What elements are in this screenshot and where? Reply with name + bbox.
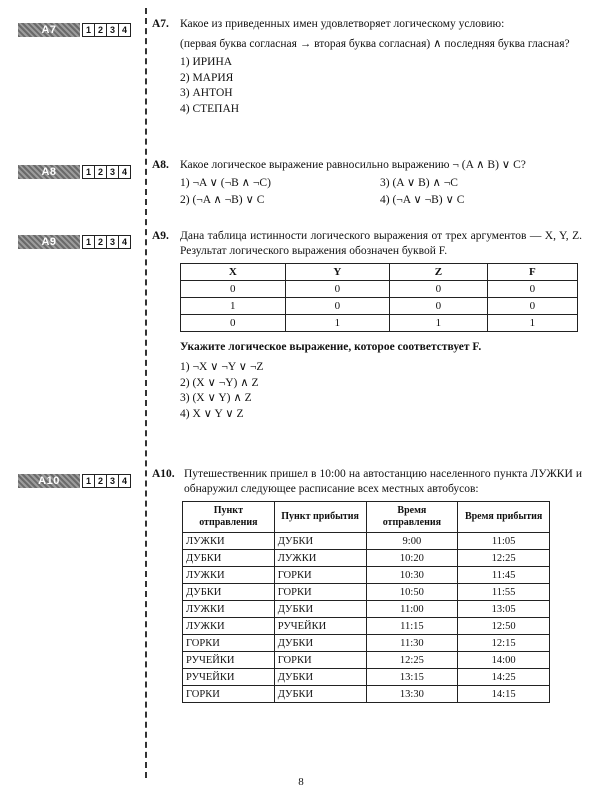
- cell: 9:00: [366, 533, 458, 550]
- cell: 11:45: [458, 567, 550, 584]
- options: [180, 176, 582, 208]
- cell: 11:15: [366, 618, 458, 635]
- answer-box-3[interactable]: 3: [106, 235, 119, 249]
- cell: 0: [390, 281, 487, 298]
- table-row: [183, 618, 550, 635]
- cell: ЛУЖКИ: [183, 618, 275, 635]
- option-1[interactable]: 1) ¬A ∨ (¬B ∧ ¬C): [180, 177, 271, 189]
- cell: РУЧЕЙКИ: [274, 618, 366, 635]
- question-number: A8.: [152, 159, 169, 171]
- answer-box-1[interactable]: 1: [82, 474, 95, 488]
- question-number: A7.: [152, 18, 169, 30]
- table-row: [183, 686, 550, 703]
- option-3[interactable]: 3) (X ∨ Y) ∧ Z: [180, 392, 252, 404]
- table-row: [183, 601, 550, 618]
- cell: 12:25: [366, 652, 458, 669]
- cell: 0: [487, 298, 577, 315]
- page-number: 8: [298, 776, 304, 788]
- table-header-row: [183, 502, 550, 533]
- options: [180, 360, 582, 422]
- question-a7: [152, 17, 582, 117]
- answer-box-2[interactable]: 2: [94, 23, 107, 37]
- question-number: A9.: [152, 230, 169, 242]
- question-stem: Путешественник пришел в 10:00 на автостанцию населенного пункта ЛУЖКИ и обнаружил следующее расписание всех местных автобусов:: [184, 468, 582, 495]
- cell: ГОРКИ: [183, 635, 275, 652]
- table-row: [183, 635, 550, 652]
- cell: 1: [285, 315, 390, 332]
- answer-box-1[interactable]: 1: [82, 23, 95, 37]
- table-row: [183, 567, 550, 584]
- question-stem: Дана таблица истинности логического выражения от трех аргументов — X, Y, Z. Результат логического выражения обозначен буквой F.: [180, 230, 582, 257]
- cell: ЛУЖКИ: [274, 550, 366, 567]
- cell: 10:20: [366, 550, 458, 567]
- cell: 0: [390, 298, 487, 315]
- question-number: A10.: [152, 468, 175, 480]
- cell: 0: [181, 281, 286, 298]
- question-tag: A10: [18, 474, 80, 488]
- question-tag: A9: [18, 235, 80, 249]
- table-header-row: [181, 264, 578, 281]
- question-a8: [152, 158, 582, 208]
- answer-boxes: [83, 474, 131, 488]
- cell: 11:00: [366, 601, 458, 618]
- cell: ДУБКИ: [274, 686, 366, 703]
- cell: ГОРКИ: [274, 584, 366, 601]
- question-tag: A8: [18, 165, 80, 179]
- badge-a8: [18, 164, 138, 180]
- header-departure-point: Пункт отправления: [183, 502, 275, 533]
- cell: 1: [390, 315, 487, 332]
- option-2[interactable]: 2) (X ∨ ¬Y) ∧ Z: [180, 376, 259, 389]
- table-row: [183, 669, 550, 686]
- question-tag: A7: [18, 23, 80, 37]
- table-row: [183, 550, 550, 567]
- option-1[interactable]: 1) ИРИНА: [180, 56, 233, 68]
- cell: 10:30: [366, 567, 458, 584]
- cell: 13:30: [366, 686, 458, 703]
- cell: 12:25: [458, 550, 550, 567]
- cut-line: [145, 8, 147, 778]
- badge-a7: [18, 22, 138, 38]
- answer-boxes: [83, 235, 131, 249]
- cell: ДУБКИ: [274, 533, 366, 550]
- cell: 14:25: [458, 669, 550, 686]
- cell: ДУБКИ: [183, 584, 275, 601]
- option-4[interactable]: 4) СТЕПАН: [180, 102, 240, 115]
- header-y: Y: [285, 264, 390, 281]
- cell: ЛУЖКИ: [183, 567, 275, 584]
- header-departure-time: Время отправления: [366, 502, 458, 533]
- answer-box-3[interactable]: 3: [106, 474, 119, 488]
- answer-boxes: [83, 23, 131, 37]
- cell: 0: [487, 281, 577, 298]
- question-a10: [152, 467, 582, 703]
- cell: 1: [487, 315, 577, 332]
- cell: 0: [181, 315, 286, 332]
- cell: ЛУЖКИ: [183, 533, 275, 550]
- answer-box-2[interactable]: 2: [94, 474, 107, 488]
- option-1[interactable]: 1) ¬X ∨ ¬Y ∨ ¬Z: [180, 361, 264, 373]
- question-prompt: Укажите логическое выражение, которое соответствует F.: [180, 341, 482, 353]
- answer-box-4[interactable]: 4: [118, 165, 131, 179]
- cell: 11:30: [366, 635, 458, 652]
- bus-schedule-table: [182, 501, 550, 703]
- table-row: [181, 281, 578, 298]
- cell: ДУБКИ: [274, 635, 366, 652]
- cell: 11:05: [458, 533, 550, 550]
- option-2[interactable]: 2) (¬A ∧ ¬B) ∨ C: [180, 194, 265, 206]
- cell: 12:50: [458, 618, 550, 635]
- option-3[interactable]: 3) АНТОН: [180, 87, 233, 99]
- cell: 14:00: [458, 652, 550, 669]
- cell: 1: [181, 298, 286, 315]
- answer-box-1[interactable]: 1: [82, 165, 95, 179]
- cell: ГОРКИ: [183, 686, 275, 703]
- cell: 14:15: [458, 686, 550, 703]
- answer-box-3[interactable]: 3: [106, 23, 119, 37]
- table-row: [181, 298, 578, 315]
- truth-table: [180, 263, 578, 332]
- header-f: F: [487, 264, 577, 281]
- header-z: Z: [390, 264, 487, 281]
- cell: ЛУЖКИ: [183, 601, 275, 618]
- answer-box-4[interactable]: 4: [118, 235, 131, 249]
- answer-box-3[interactable]: 3: [106, 165, 119, 179]
- question-stem: Какое логическое выражение равносильно выражению ¬ (A ∧ B) ∨ C?: [180, 159, 526, 171]
- header-x: X: [181, 264, 286, 281]
- option-3[interactable]: 3) (A ∨ B) ∧ ¬C: [380, 177, 458, 189]
- option-4[interactable]: 4) (¬A ∨ ¬B) ∨ C: [380, 194, 465, 206]
- cell: 0: [285, 281, 390, 298]
- cell: ГОРКИ: [274, 567, 366, 584]
- answer-box-4[interactable]: 4: [118, 23, 131, 37]
- answer-box-2[interactable]: 2: [94, 235, 107, 249]
- cell: РУЧЕЙКИ: [183, 652, 275, 669]
- cell: 13:05: [458, 601, 550, 618]
- answer-box-1[interactable]: 1: [82, 235, 95, 249]
- cell: 0: [285, 298, 390, 315]
- answer-box-2[interactable]: 2: [94, 165, 107, 179]
- badge-a9: [18, 234, 138, 250]
- answer-boxes: [83, 165, 131, 179]
- table-row: [183, 533, 550, 550]
- cell: ДУБКИ: [274, 601, 366, 618]
- cell: 12:15: [458, 635, 550, 652]
- table-row: [183, 584, 550, 601]
- cell: 10:50: [366, 584, 458, 601]
- badge-a10: [18, 473, 138, 489]
- question-stem: Какое из приведенных имен удовлетворяет логическому условию:: [180, 18, 505, 30]
- cell: ДУБКИ: [183, 550, 275, 567]
- header-arrival-time: Время прибытия: [458, 502, 550, 533]
- options: [180, 55, 582, 117]
- cell: 11:55: [458, 584, 550, 601]
- logical-condition: (первая буква согласная → вторая буква согласная) ∧ последняя буква гласная?: [180, 38, 570, 50]
- answer-box-4[interactable]: 4: [118, 474, 131, 488]
- cell: ДУБКИ: [274, 669, 366, 686]
- option-2[interactable]: 2) МАРИЯ: [180, 71, 234, 84]
- option-4[interactable]: 4) X ∨ Y ∨ Z: [180, 407, 244, 420]
- cell: ГОРКИ: [274, 652, 366, 669]
- question-a9: [152, 229, 582, 422]
- header-arrival-point: Пункт прибытия: [274, 502, 366, 533]
- cell: РУЧЕЙКИ: [183, 669, 275, 686]
- table-row: [181, 315, 578, 332]
- table-row: [183, 652, 550, 669]
- cell: 13:15: [366, 669, 458, 686]
